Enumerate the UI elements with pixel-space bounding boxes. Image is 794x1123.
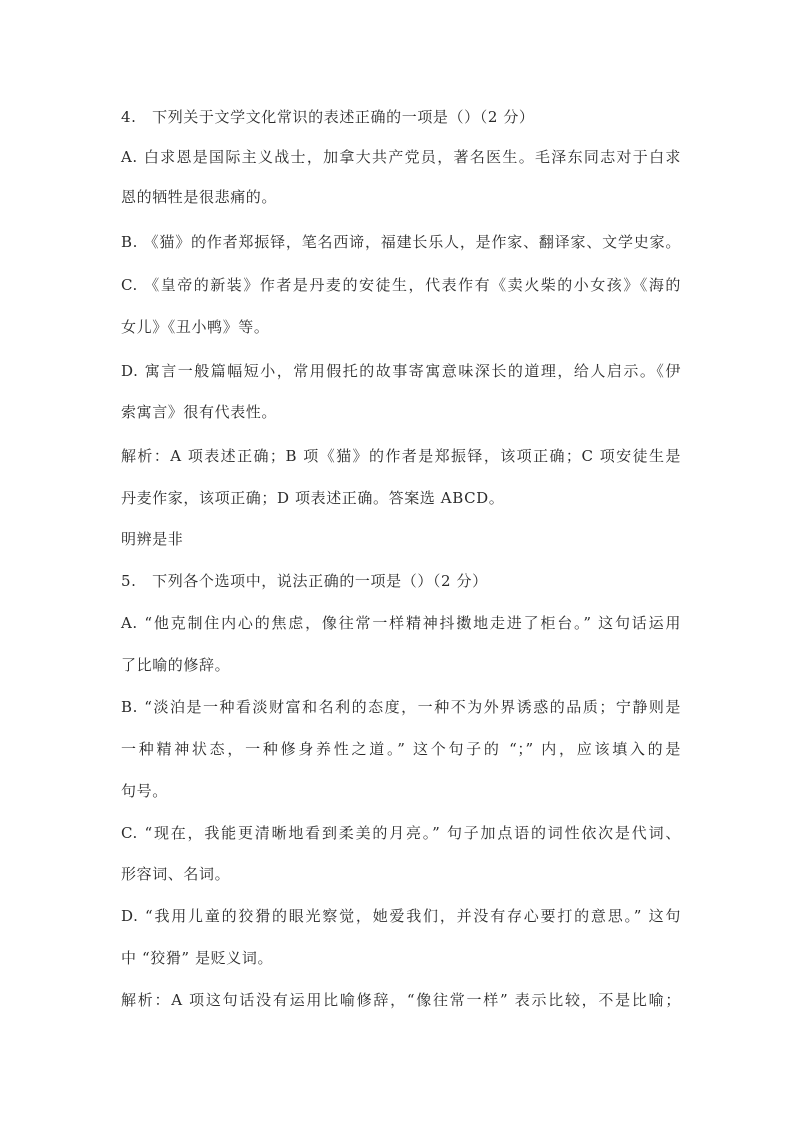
question-4-stem: 4. 下列关于文学文化常识的表述正确的一项是（）（2 分） [121,108,535,126]
question-5-option-b-cont2: 句号。 [121,782,168,800]
question-4-option-b: B. 《猫》的作者郑振铎，笔名西谛，福建长乐人，是作家、翻译家、文学史家。 [121,233,681,251]
question-4-analysis-cont: 丹麦作家，该项正确；D 项表述正确。答案选 ABCD。 [121,489,505,507]
question-4-option-a-cont: 恩的牺牲是很悲痛的。 [121,188,278,206]
question-5-option-b: B. “淡泊是一种看淡财富和名利的态度，一种不为外界诱惑的品质；宁静则是 [121,698,681,716]
question-4-option-c-cont: 女儿》《丑小鸭》等。 [121,318,270,336]
question-5-option-d: D. “我用儿童的狡猾的眼光察觉，她爱我们，并没有存心要打的意思。” 这句 [121,907,681,925]
question-5-option-c-cont: 形容词、名词。 [121,865,231,883]
section-heading: 明辨是非 [121,530,184,548]
question-4-option-c: C. 《皇帝的新装》作者是丹麦的安徒生，代表作有《卖火柴的小女孩》《海的 [121,276,681,294]
question-4-option-a: A. 白求恩是国际主义战士，加拿大共产党员，著名医生。毛泽东同志对于白求 [121,148,681,166]
question-5-analysis: 解析：A 项这句话没有运用比喻修辞，“像往常一样” 表示比较，不是比喻； [121,991,681,1009]
question-5-option-b-cont: 一种精神状态，一种修身养性之道。” 这个句子的 “；” 内，应该填入的是 [121,740,681,758]
question-4-analysis: 解析：A 项表述正确；B 项《猫》的作者是郑振铎，该项正确；C 项安徒生是 [121,447,681,465]
question-4-option-d-cont: 索寓言》很有代表性。 [121,403,278,421]
question-5-stem: 5. 下列各个选项中，说法正确的一项是（）（2 分） [121,572,488,590]
question-5-option-d-cont: 中 “狡猾” 是贬义词。 [121,949,274,967]
question-5-option-a: A. “他克制住内心的焦虑，像往常一样精神抖擞地走进了柜台。” 这句话运用 [121,614,681,632]
question-4-option-d: D. 寓言一般篇幅短小，常用假托的故事寄寓意味深长的道理，给人启示。《伊 [121,362,681,380]
question-5-option-c: C. “现在，我能更清晰地看到柔美的月亮。” 句子加点语的词性依次是代词、 [121,824,681,842]
question-5-option-a-cont: 了比喻的修辞。 [121,656,231,674]
